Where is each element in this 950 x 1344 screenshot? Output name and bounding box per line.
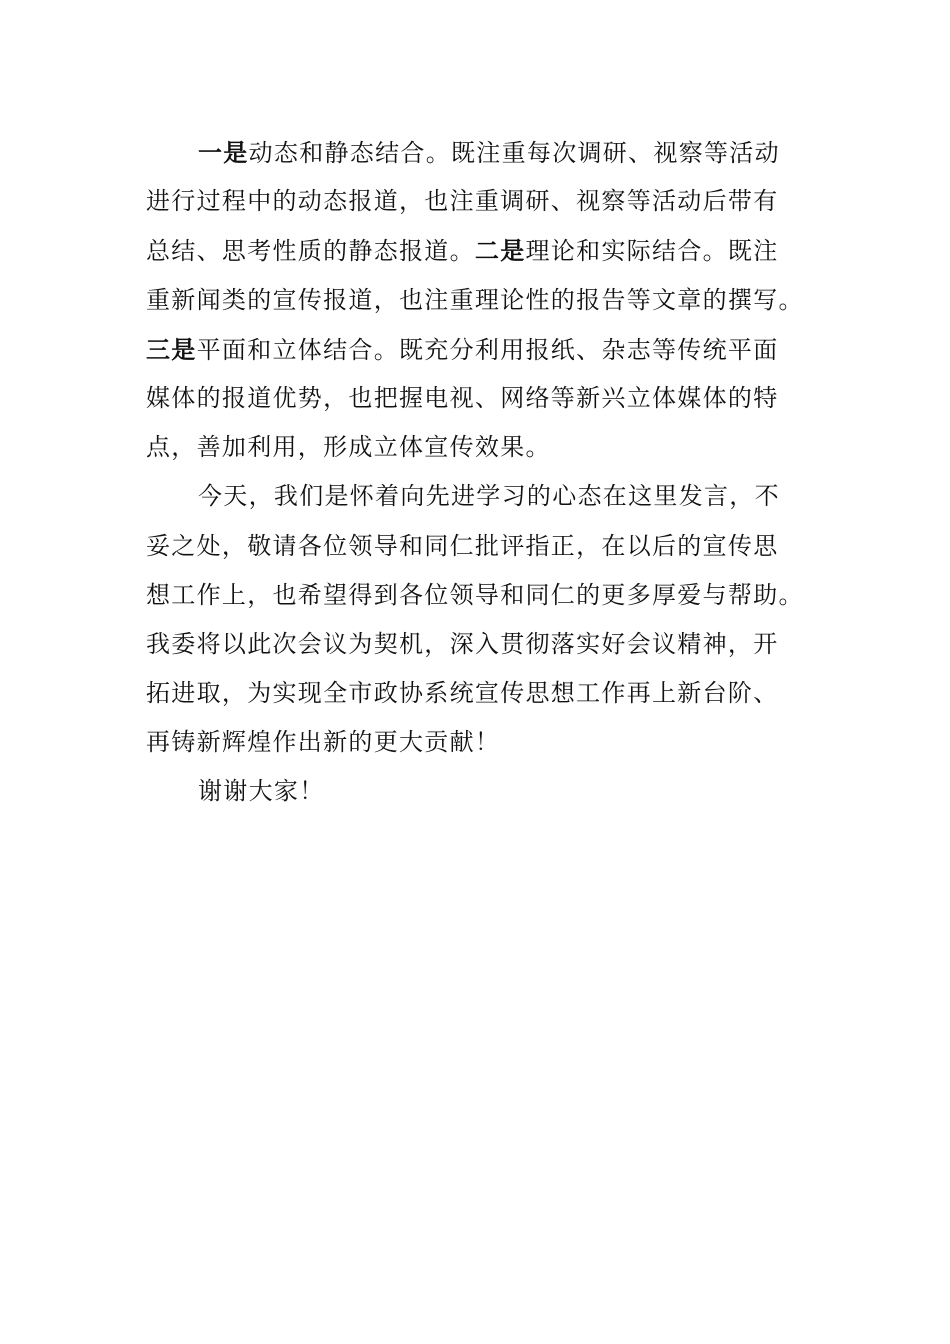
text-line: 重新闻类的宣传报道，也注重理论性的报告等文章的撰写。 [146,285,804,314]
text-line: 再铸新辉煌作出新的更大贡献！ [146,728,501,757]
text-line [146,128,806,177]
text-line: 点，善加利用，形成立体宣传效果。 [146,433,551,462]
text-line: 媒体的报道优势，也把握电视、网络等新兴立体媒体的特 [146,383,779,412]
point-two-text: 理论和实际结合。既注 [525,237,779,266]
point-one-label: 一是 [198,138,249,167]
closing-thanks: 谢谢大家！ [198,777,325,806]
paragraph-closing [146,767,806,816]
text-line: 想工作上，也希望得到各位领导和同仁的更多厚爱与帮助。 [146,580,804,609]
text-line: 进行过程中的动态报道，也注重调研、视察等活动后带有 [146,187,779,216]
text-line [146,325,806,374]
text-line: 今天，我们是怀着向先进学习的心态在这里发言，不 [198,482,780,511]
point-two-label: 二是 [474,236,526,266]
point-three-text: 平面和立体结合。既充分利用报纸、杂志等传统平面 [196,335,779,364]
document-body [146,128,806,817]
text-line: 妥之处，敬请各位领导和同仁批评指正，在以后的宣传思 [146,531,779,560]
text-line: 我委将以此次会议为契机，深入贯彻落实好会议精神，开 [146,629,779,658]
point-one-text: 动态和静态结合。既注重每次调研、视察等活动 [248,139,780,167]
text-line [146,226,806,275]
paragraph-conclusion [146,472,806,767]
paragraph-combination-points [146,128,806,472]
point-one-text-end: 总结、思考性质的静态报道。 [146,237,475,266]
text-line: 拓进取，为实现全市政协系统宣传思想工作再上新台阶、 [146,679,779,708]
point-three-label: 三是 [146,334,197,364]
